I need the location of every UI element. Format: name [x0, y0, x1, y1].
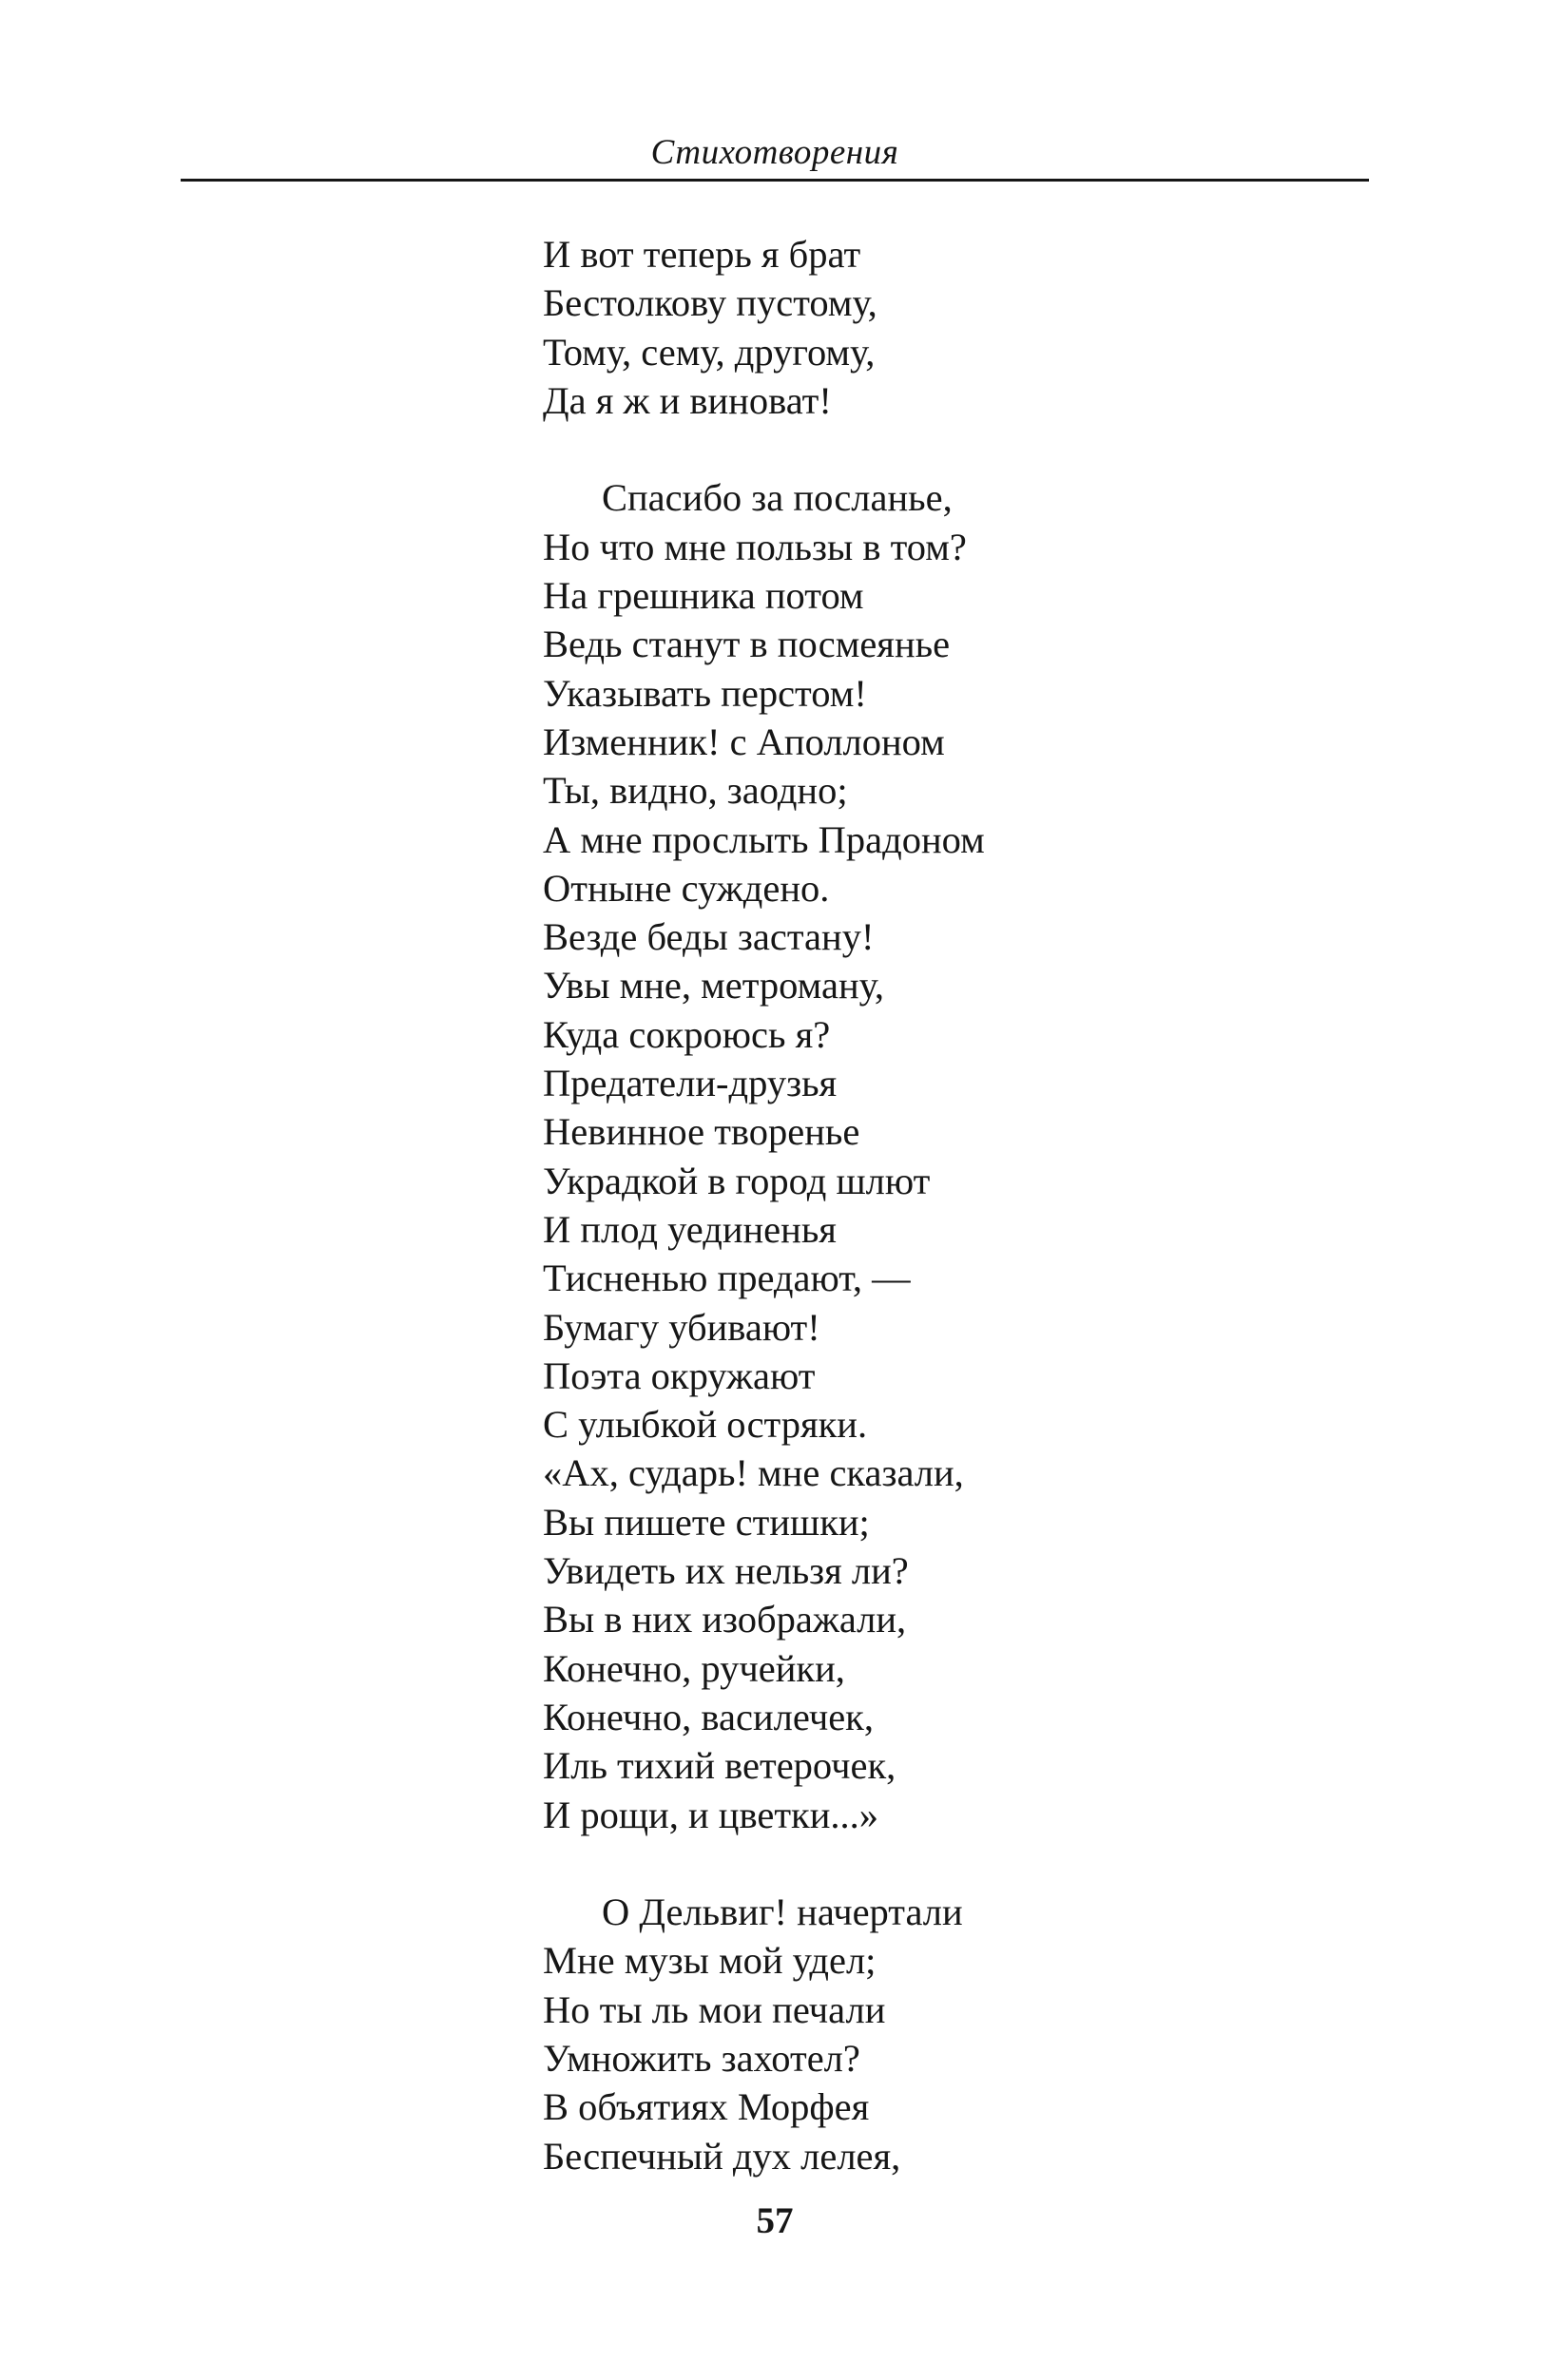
poem-line: Спасибо за посланье,	[602, 476, 953, 520]
poem-line: Умножить захотел?	[543, 2036, 860, 2080]
poem-line: Отныне суждено.	[543, 866, 830, 910]
poem-line: И рощи, и цветки...»	[543, 1793, 878, 1836]
stanza	[543, 473, 1322, 1838]
poem-line: Тому, сему, другому,	[543, 330, 876, 374]
poem-line: Да я ж и виноват!	[543, 378, 832, 422]
poem-line: Ведь станут в посмеянье	[543, 623, 951, 666]
poem-line: С улыбкой остряки.	[543, 1403, 868, 1447]
poem-line: Иль тихий ветерочек,	[543, 1744, 896, 1788]
poem-line: Поэта окружают	[543, 1353, 816, 1397]
poem-line: Но ты ль мои печали	[543, 1987, 886, 2031]
poem-line: «Ах, сударь! мне сказали,	[543, 1451, 964, 1495]
poem-line: Конечно, василечек,	[543, 1695, 874, 1738]
poem-line: Бумагу убивают!	[543, 1305, 820, 1349]
poem-line: Увидеть их нельзя ли?	[543, 1549, 909, 1593]
stanza	[543, 230, 1322, 425]
poem-line: Мне музы мой удел;	[543, 1939, 877, 1983]
poem-line: Вы в них изображали,	[543, 1598, 907, 1641]
poem-line: Предатели-друзья	[543, 1062, 838, 1105]
poem-body	[543, 230, 1322, 2180]
poem-line: Изменник! с Аполлоном	[543, 720, 945, 763]
poem-line: Беспечный дух лелея,	[543, 2134, 901, 2178]
poem-line: Вы пишете стишки;	[543, 1500, 870, 1544]
poem-line: Но что мне пользы в том?	[543, 525, 967, 568]
poem-line: Украдкой в город шлют	[543, 1159, 931, 1202]
header-rule	[181, 179, 1369, 182]
poem-line: Увы мне, метроману,	[543, 964, 884, 1008]
poem-line: В объятиях Морфея	[543, 2085, 870, 2129]
poem-line: Ты, видно, заодно;	[543, 769, 848, 813]
poem-line: На грешника потом	[543, 574, 864, 618]
poem-line: И вот теперь я брат	[543, 233, 861, 276]
poem-line: Невинное творенье	[543, 1110, 860, 1154]
poem-line: Бестолкову пустому,	[543, 281, 877, 325]
stanza	[543, 1888, 1322, 2180]
poem-line: Указывать перстом!	[543, 671, 867, 715]
page-number: 57	[756, 2200, 794, 2241]
running-head-title: Стихотворения	[650, 133, 899, 172]
poem-line: Везде беды застану!	[543, 915, 875, 959]
poem-line: И плод уединенья	[543, 1207, 837, 1251]
poem-line: Куда сокроюсь я?	[543, 1012, 831, 1056]
poem-line: А мне прослыть Прадоном	[543, 817, 985, 861]
poem-line: Тисненью предают, —	[543, 1257, 911, 1300]
poem-line: О Дельвиг! начертали	[602, 1891, 963, 1934]
poem-line: Конечно, ручейки,	[543, 1646, 845, 1690]
